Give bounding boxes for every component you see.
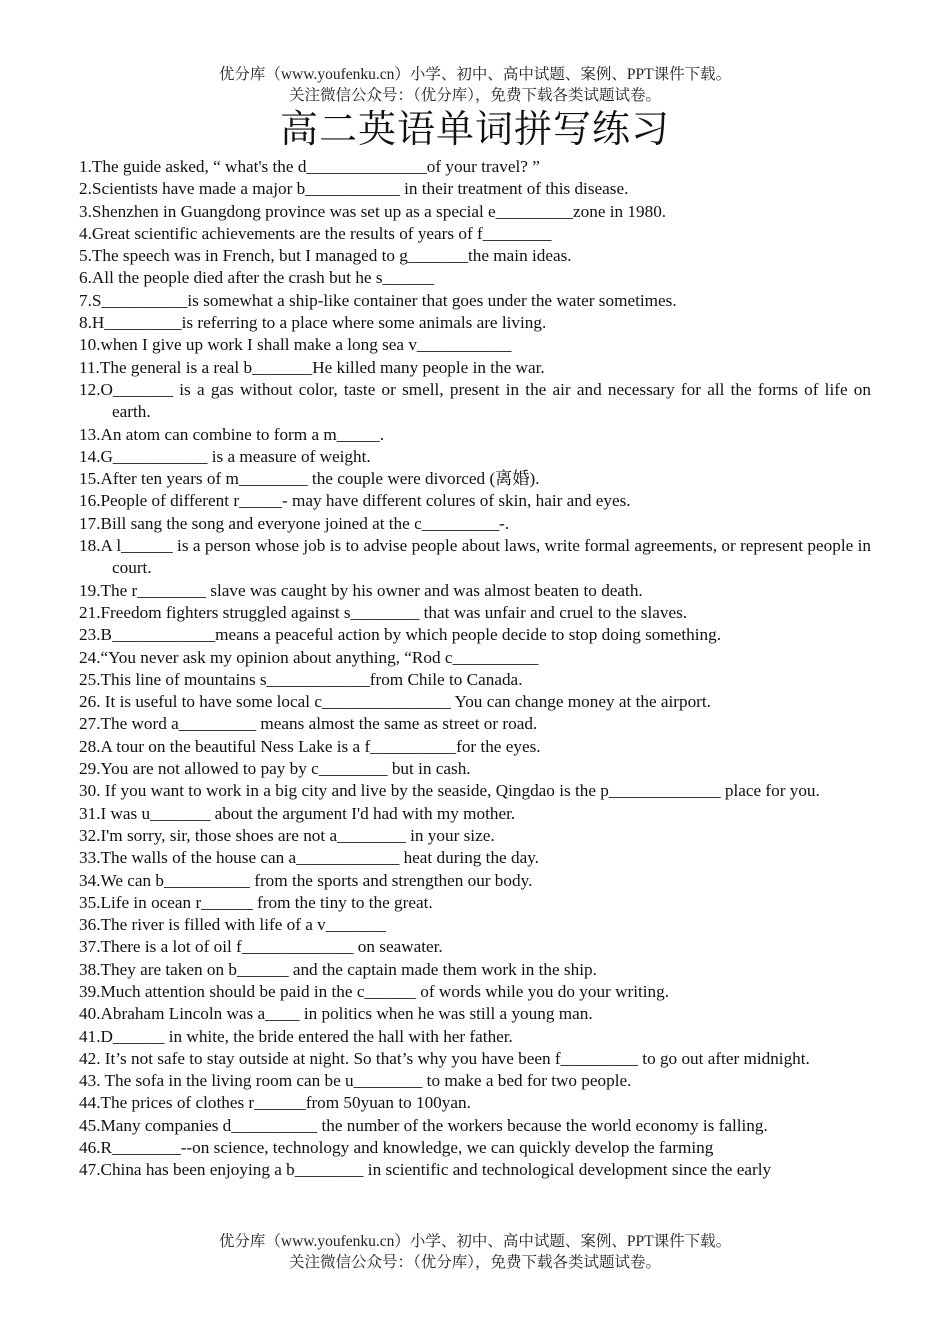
- question-item: 25.This line of mountains s____________from Chile to Canada.: [79, 669, 523, 689]
- question-item: 10.when I give up work I shall make a long sea v___________: [79, 335, 512, 355]
- question-item: 28.A tour on the beautiful Ness Lake is a f__________for the eyes.: [79, 736, 541, 756]
- footer-line-1: 优分库（www.youfenku.cn）小学、初中、高中试题、案例、PPT课件下载。: [218, 1233, 732, 1250]
- question-item: 31.I was u_______ about the argument I'd had with my mother.: [79, 803, 516, 823]
- question-item: 47.China has been enjoying a b________ in scientific and technological development since the early: [79, 1160, 772, 1180]
- question-item: 3.Shenzhen in Guangdong province was set up as a special e_________zone in 1980.: [79, 201, 667, 221]
- question-item: 38.They are taken on b______ and the captain made them work in the ship.: [79, 959, 597, 979]
- question-item: 41.D______ in white, the bride entered the hall with her father.: [79, 1026, 513, 1046]
- question-item: 15.After ten years of m________ the couple were divorced (离婚).: [79, 469, 540, 489]
- footer-banner: [0, 1231, 950, 1273]
- footer-line-2: 关注微信公众号：（优分库），免费下载各类试题试卷。: [288, 1254, 661, 1271]
- question-item: 30. If you want to work in a big city and live by the seaside, Qingdao is the p_____________ place for you.: [79, 781, 820, 801]
- question-item: 24.“You never ask my opinion about anything, “Rod c__________: [79, 647, 539, 667]
- question-item: 42. It’s not safe to stay outside at night. So that’s why you have been f_________ to go out after midnight.: [79, 1048, 810, 1068]
- question-item: 45.Many companies d__________ the number of the workers because the world economy is falling.: [79, 1115, 768, 1135]
- question-item: 1.The guide asked, “ what's the d______________of your travel? ”: [79, 157, 540, 176]
- header-line-1: 优分库（www.youfenku.cn）小学、初中、高中试题、案例、PPT课件下载。: [218, 66, 732, 83]
- question-item: 6.All the people died after the crash but he s______: [79, 268, 435, 288]
- question-list: [79, 156, 871, 1182]
- question-item: 27.The word a_________ means almost the same as street or road.: [79, 714, 538, 734]
- question-item: 17.Bill sang the song and everyone joined at the c_________-.: [79, 513, 510, 533]
- question-item: 35.Life in ocean r______ from the tiny to the great.: [79, 892, 433, 912]
- page-title: 高二英语单词拼写练习: [279, 109, 670, 151]
- question-item: 40.Abraham Lincoln was a____ in politics when he was still a young man.: [79, 1004, 593, 1024]
- question-item: 43. The sofa in the living room can be u________ to make a bed for two people.: [79, 1071, 632, 1091]
- question-item: 12.O_______ is a gas without color, taste or smell, present in the air and necessary for all the forms of life on earth.: [79, 379, 871, 422]
- question-item: 46.R________--on science, technology and knowledge, we can quickly develop the farming: [79, 1138, 714, 1158]
- question-item: 26. It is useful to have some local c_______________ You can change money at the airport.: [79, 692, 711, 712]
- question-item: 4.Great scientific achievements are the results of years of f________: [79, 223, 552, 243]
- question-item: 18.A l______ is a person whose job is to advise people about laws, write formal agreements, or represent people in court.: [79, 536, 871, 578]
- question-item: 33.The walls of the house can a____________ heat during the day.: [79, 848, 539, 868]
- question-item: 23.B____________means a peaceful action by which people decide to stop doing something.: [79, 625, 722, 645]
- question-item: 13.An atom can combine to form a m_____.: [79, 424, 385, 444]
- question-item: 44.The prices of clothes r______from 50yuan to 100yan.: [79, 1093, 471, 1113]
- header-banner: [0, 64, 950, 106]
- question-item: 14.G___________ is a measure of weight.: [79, 446, 371, 466]
- question-item: 21.Freedom fighters struggled against s________ that was unfair and cruel to the slaves.: [79, 602, 688, 622]
- question-item: 39.Much attention should be paid in the c______ of words while you do your writing.: [79, 981, 670, 1001]
- header-line-2: 关注微信公众号：（优分库），免费下载各类试题试卷。: [288, 87, 661, 104]
- question-item: 2.Scientists have made a major b___________ in their treatment of this disease.: [79, 179, 629, 199]
- question-item: 32.I'm sorry, sir, those shoes are not a________ in your size.: [79, 825, 495, 845]
- question-item: 37.There is a lot of oil f_____________ on seawater.: [79, 937, 443, 957]
- question-item: 8.H_________is referring to a place where some animals are living.: [79, 313, 547, 333]
- question-item: 7.S__________is somewhat a ship-like container that goes under the water sometimes.: [79, 290, 677, 310]
- question-item: 19.The r________ slave was caught by his owner and was almost beaten to death.: [79, 580, 643, 600]
- question-item: 5.The speech was in French, but I managed to g_______the main ideas.: [79, 246, 572, 266]
- question-item: 16.People of different r_____- may have different colures of skin, hair and eyes.: [79, 491, 631, 511]
- question-item: 36.The river is filled with life of a v_______: [79, 915, 386, 935]
- question-item: 29.You are not allowed to pay by c________ but in cash.: [79, 759, 471, 779]
- question-item: 11.The general is a real b_______He killed many people in the war.: [79, 357, 545, 377]
- question-item: 34.We can b__________ from the sports and strengthen our body.: [79, 870, 533, 890]
